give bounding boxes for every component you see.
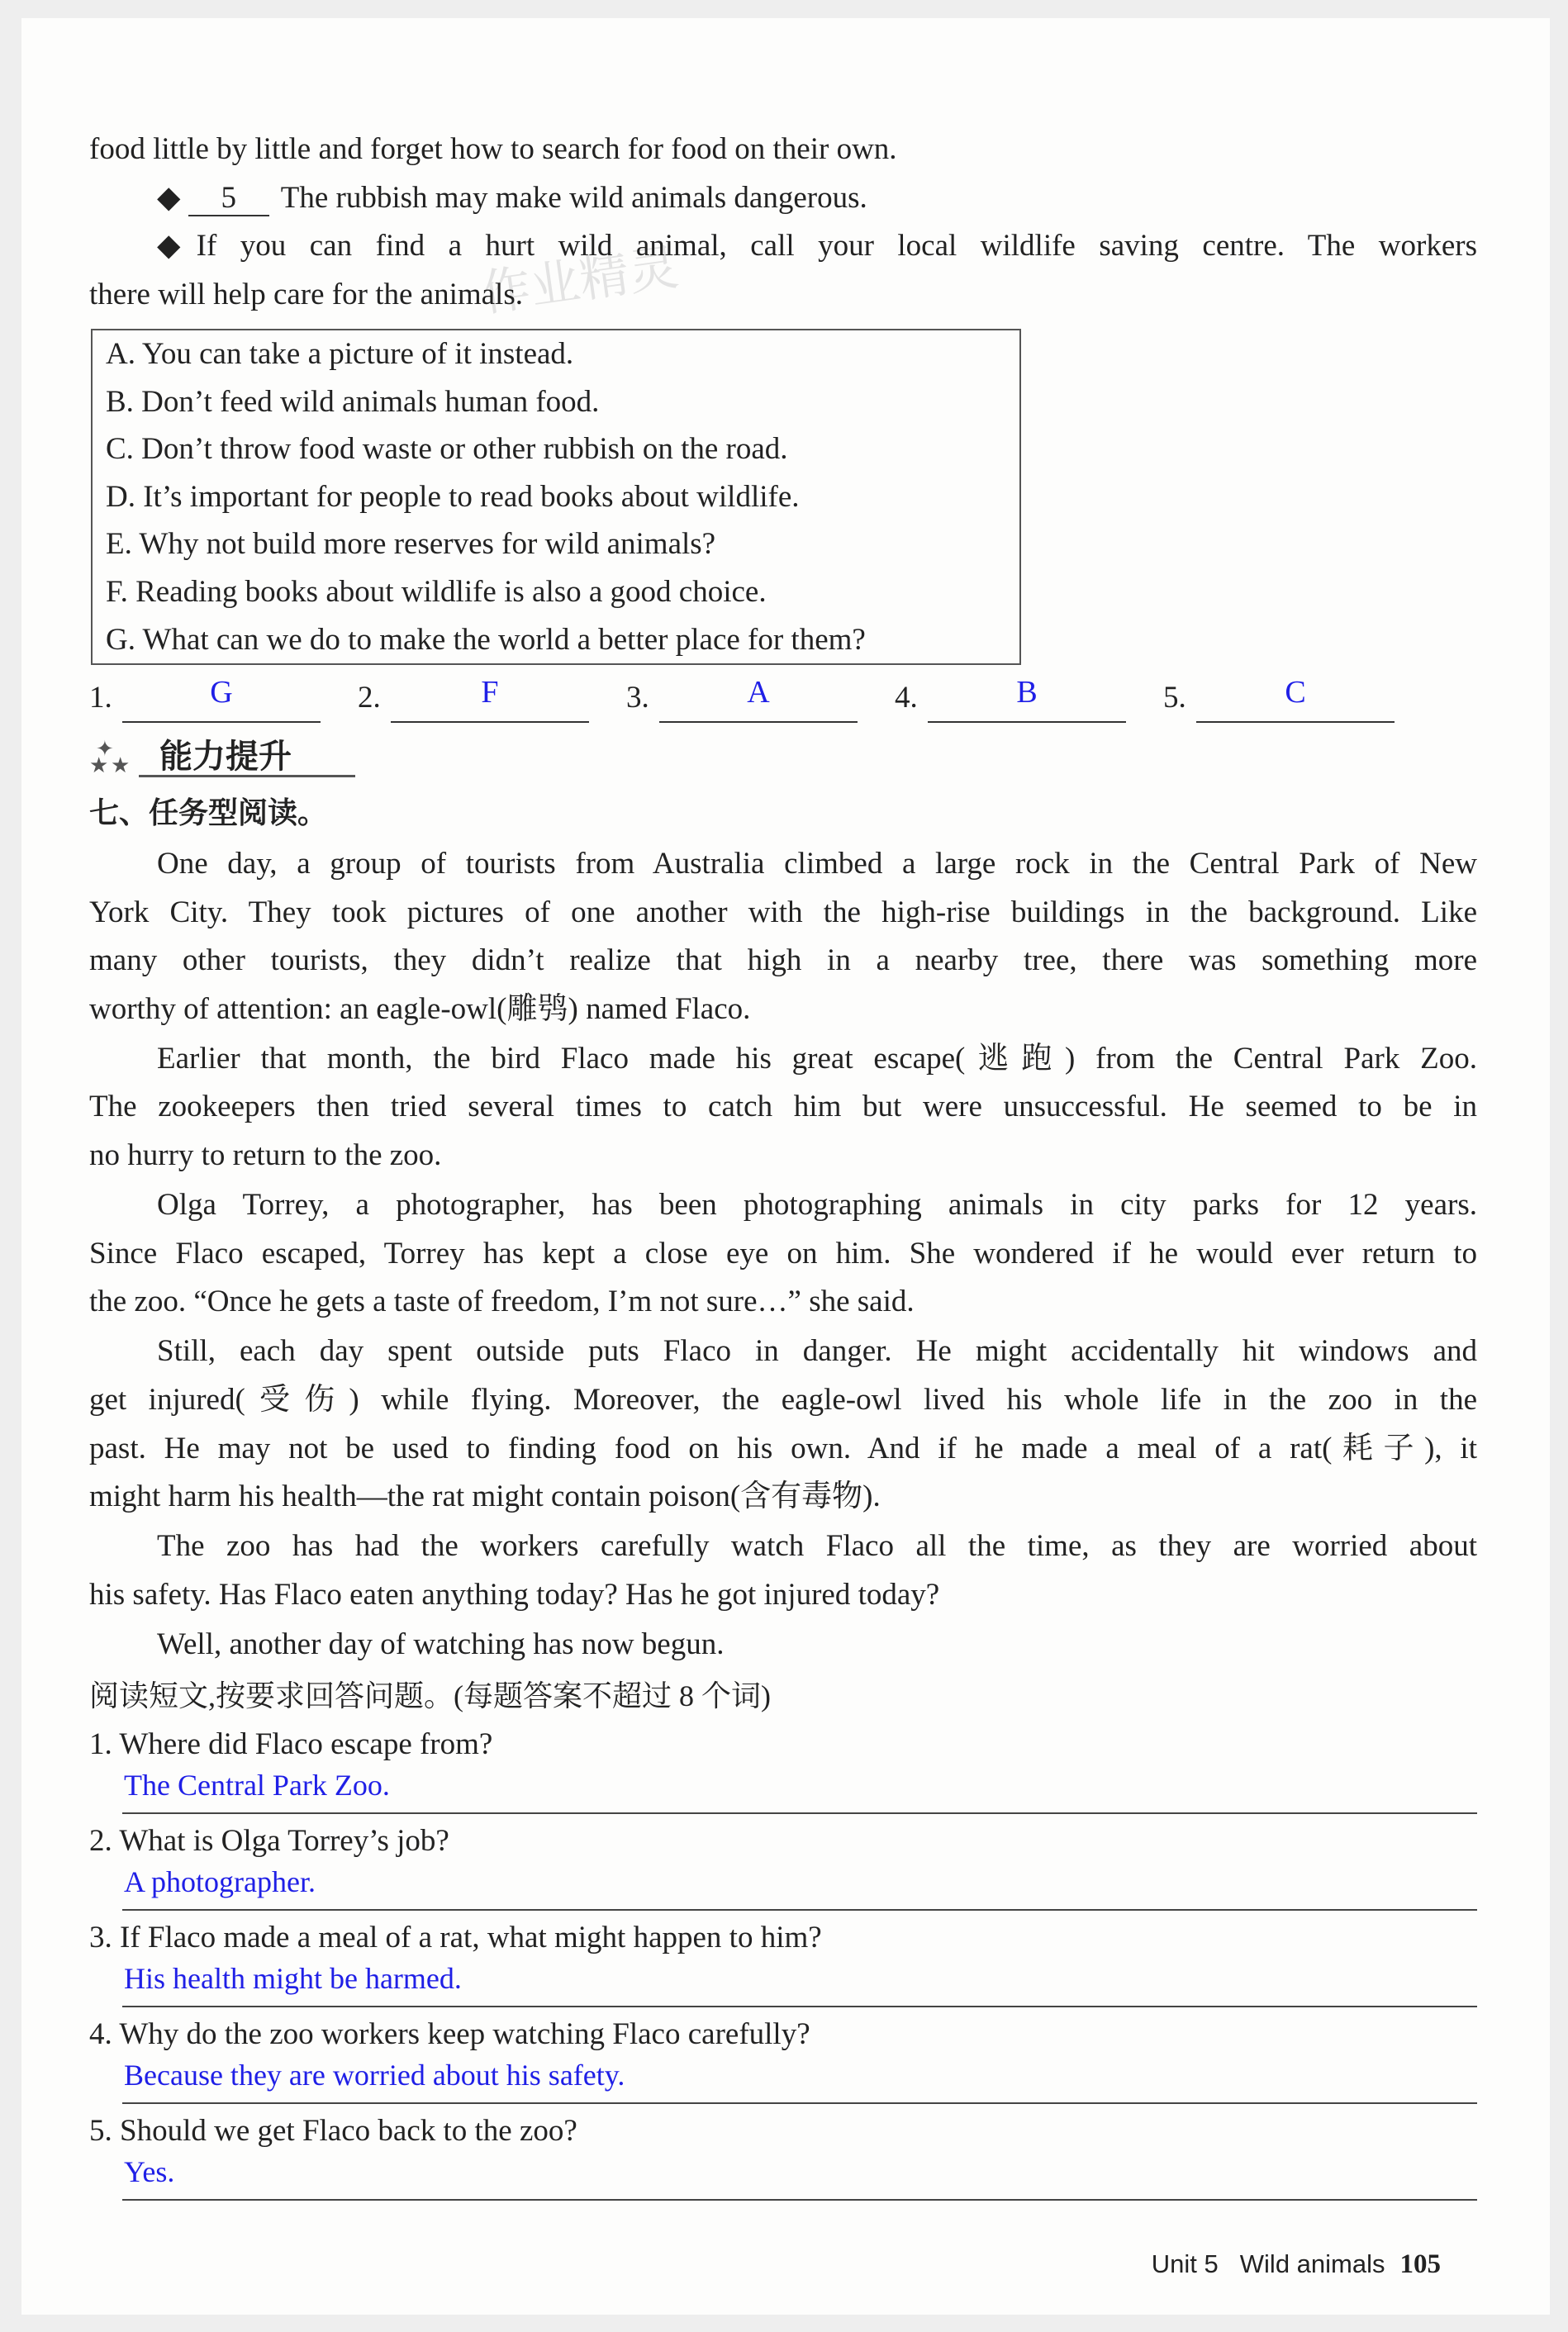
section-title: 七、任务型阅读。 xyxy=(89,796,328,830)
passage-line: past. He may not be used to finding food on his own. And if he made a meal of a rat(耗子), it xyxy=(89,1431,1477,1465)
question-item xyxy=(89,1821,1477,1911)
answer-number: 3. xyxy=(626,681,649,715)
answer-slot xyxy=(358,675,499,721)
question-text: 4. Why do the zoo workers keep watching Flaco carefully? xyxy=(89,2017,810,2051)
star-icon: ★ xyxy=(89,753,109,777)
paragraph xyxy=(89,1035,1477,1180)
workbook-page xyxy=(21,18,1550,2315)
item-text: The rubbish may make wild animals dangerous. xyxy=(280,180,867,215)
option-item: F. Reading books about wildlife is also a good choice. xyxy=(106,574,767,609)
footer-title: Wild animals xyxy=(1239,2249,1385,2278)
passage-line: The zookeepers then tried several times to catch him but were unsuccessful. He seemed to be in xyxy=(89,1090,1477,1124)
option-item: C. Don’t throw food waste or other rubbish on the road. xyxy=(106,432,788,467)
question-text: 1. Where did Flaco escape from? xyxy=(89,1727,493,1761)
question-text: 3. If Flaco made a meal of a rat, what might happen to him? xyxy=(89,1921,822,1954)
blank-5[interactable]: 5 xyxy=(188,182,269,216)
answer-text[interactable]: Yes. xyxy=(124,2155,175,2188)
passage-line: get injured(受伤) while flying. Moreover, the eagle-owl lived his whole life in the zoo in the xyxy=(89,1383,1477,1418)
questions xyxy=(89,1724,1477,2207)
passage-line: The zoo has had the workers carefully watch Flaco all the time, as they are worried about xyxy=(157,1529,1477,1564)
instruction: 阅读短文,按要求回答问题。(每题答案不超过 8 个词) xyxy=(89,1679,771,1712)
reading-passage xyxy=(89,840,1477,1670)
answer-number: 1. xyxy=(89,681,112,715)
passage-line: the zoo. “Once he gets a taste of freedom, I’m not sure…” she said. xyxy=(89,1285,915,1319)
paragraph xyxy=(89,1181,1477,1327)
answer-blank[interactable]: B xyxy=(928,678,1126,723)
answer-line xyxy=(122,1806,1477,1814)
option-item: A. You can take a picture of it instead. xyxy=(106,337,574,371)
paragraph xyxy=(89,1522,1477,1619)
answer-text[interactable]: His health might be harmed. xyxy=(124,1962,462,1995)
passage-line: ◆If you can find a hurt wild animal, call your local wildlife saving centre. The workers xyxy=(157,229,1477,264)
passage-line: food little by little and forget how to search for food on their own. xyxy=(89,132,897,166)
option-item: E. Why not build more reserves for wild animals? xyxy=(106,527,716,562)
answer-slot xyxy=(1163,675,1306,721)
question-text: 5. Should we get Flaco back to the zoo? xyxy=(89,2114,577,2148)
passage-line: Earlier that month, the bird Flaco made his great escape(逃跑) from the Central Park Zoo. xyxy=(157,1041,1477,1076)
star-icon: ★ xyxy=(111,753,131,777)
question-item xyxy=(89,2014,1477,2104)
answer-number: 2. xyxy=(358,681,381,715)
passage-line: York City. They took pictures of one another with the high-rise buildings in the background. Like xyxy=(89,895,1477,929)
passage-line: worthy of attention: an eagle-owl(雕鸮) named Flaco. xyxy=(89,991,751,1026)
passage-line: many other tourists, they didn’t realize that high in a nearby tree, there was something more xyxy=(89,943,1477,978)
watermark: 作业精灵 xyxy=(477,238,682,324)
passage-line: no hurry to return to the zoo. xyxy=(89,1138,442,1173)
answer-blank[interactable]: F xyxy=(391,678,589,723)
answer-text[interactable]: The Central Park Zoo. xyxy=(124,1769,390,1802)
passage-line: Well, another day of watching has now begun. xyxy=(157,1627,725,1661)
options-box xyxy=(91,329,1021,665)
paragraph xyxy=(89,840,1477,1033)
answer-slot xyxy=(626,675,770,721)
option-item: G. What can we do to make the world a better place for them? xyxy=(106,622,866,657)
answer-blank[interactable]: A xyxy=(659,678,858,723)
answer-line xyxy=(122,2096,1477,2104)
heading-text: 能力提升 xyxy=(159,738,292,776)
previous-passage-end xyxy=(89,126,1477,319)
answer-blank[interactable]: G xyxy=(122,678,321,723)
answer-line xyxy=(122,1999,1477,2007)
page-number: 105 xyxy=(1399,2249,1441,2279)
answer-line xyxy=(122,1902,1477,1911)
answer-slot xyxy=(895,675,1038,721)
option-item: D. It’s important for people to read books about wildlife. xyxy=(106,479,800,514)
passage-line: Since Flaco escaped, Torrey has kept a close eye on him. She wondered if he would ever return to xyxy=(89,1236,1477,1270)
answer-blank[interactable]: C xyxy=(1196,678,1395,723)
answer-number: 4. xyxy=(895,681,918,715)
answer-number: 5. xyxy=(1163,681,1186,715)
diamond-bullet-icon: ◆ xyxy=(157,180,181,215)
passage-line: there will help care for the animals. xyxy=(89,277,523,311)
passage-line: Olga Torrey, a photographer, has been photographing animals in city parks for 12 years. xyxy=(157,1188,1477,1223)
option-item: B. Don’t feed wild animals human food. xyxy=(106,384,600,419)
passage-line: Still, each day spent outside puts Flaco in danger. He might accidentally hit windows and xyxy=(157,1334,1477,1369)
blank-item-5 xyxy=(89,174,1477,223)
question-item xyxy=(89,1917,1477,2007)
question-item xyxy=(89,1724,1477,1814)
paragraph xyxy=(89,1621,1477,1669)
question-item xyxy=(89,2111,1477,2201)
passage-line: One day, a group of tourists from Australia climbed a large rock in the Central Park of New xyxy=(157,847,1477,881)
answer-slot xyxy=(89,675,233,721)
answer-line xyxy=(122,2192,1477,2201)
page-footer xyxy=(1152,2246,1441,2282)
answer-text[interactable]: Because they are worried about his safety. xyxy=(124,2059,625,2092)
passage-line: might harm his health—the rat might contain poison(含有毒物). xyxy=(89,1479,881,1514)
answer-text[interactable]: A photographer. xyxy=(124,1865,316,1898)
footer-unit: Unit 5 xyxy=(1151,2249,1219,2278)
question-text: 2. What is Olga Torrey’s job? xyxy=(89,1824,449,1858)
section-heading xyxy=(89,734,354,780)
answer-row xyxy=(89,675,1494,724)
paragraph xyxy=(89,1327,1477,1521)
passage-line: his safety. Has Flaco eaten anything today? Has he got injured today? xyxy=(89,1577,940,1612)
star-icon: ✦ xyxy=(96,737,114,761)
